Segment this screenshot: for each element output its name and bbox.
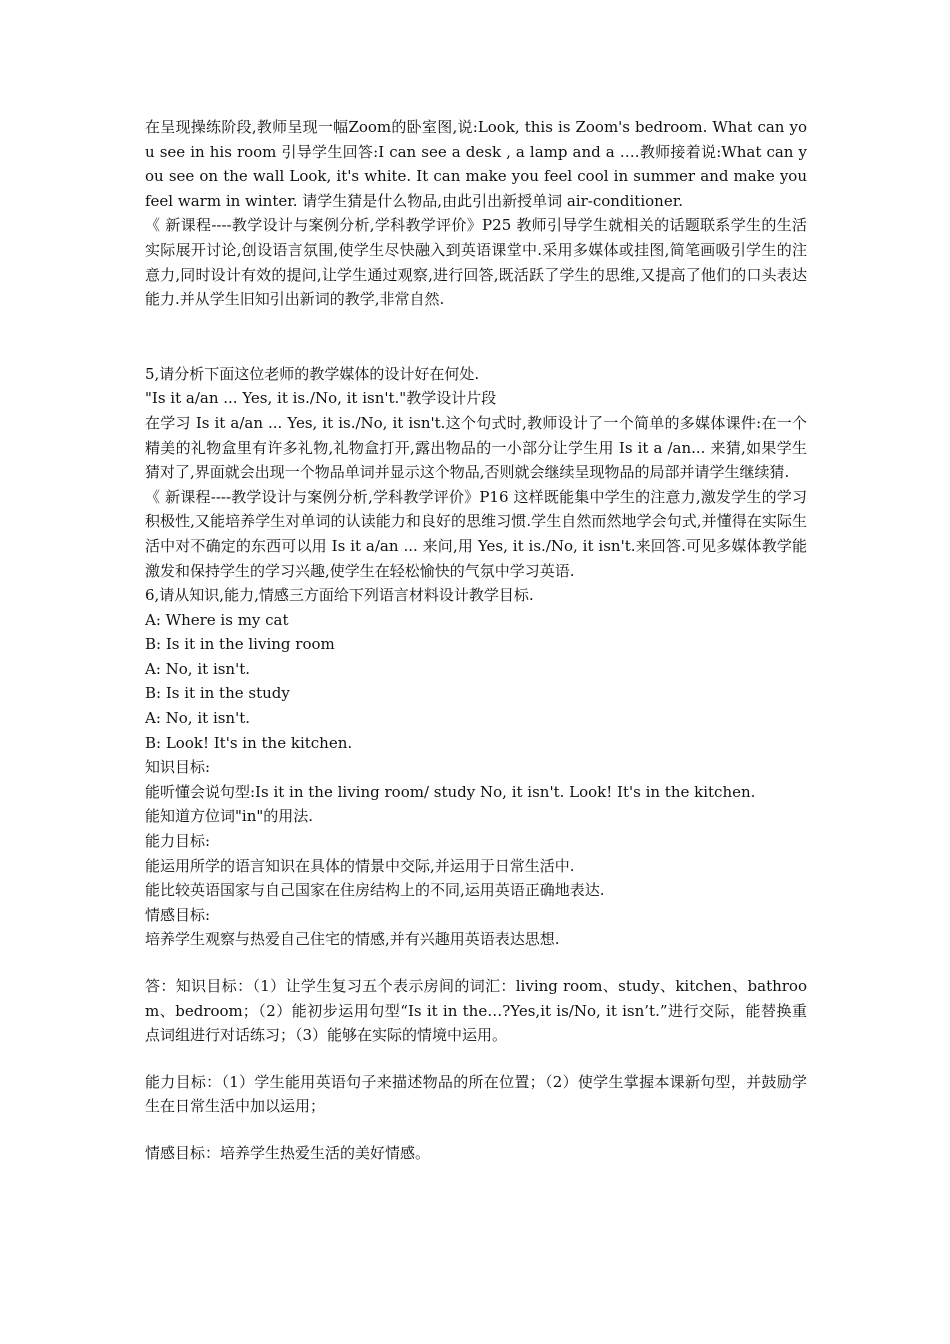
answer-emotion-goals: 情感目标：培养学生热爱生活的美好情感。	[145, 1143, 431, 1162]
question-6-heading: 6,请从知识,能力,情感三方面给下列语言材料设计教学目标.	[145, 586, 534, 605]
document-body	[145, 115, 807, 1166]
dialogue-line: B: Look! It's in the kitchen.	[145, 733, 353, 752]
dialogue-line: A: Where is my cat	[145, 610, 289, 629]
paragraph-analysis-p25: 《 新课程----教学设计与案例分析,学科教学评价》P25 教师引导学生就相关的话题联系学生的生活实际展开讨论,创设语言氛围,使学生尽快融入到英语课堂中.采用多媒体或挂图,简笔画吸引学生的注意力,同时设计有效的提问,让学生通过观察,进行回答,既活跃了学生的思维,又提高了他们的口头表达能力.并从学生旧知引出新词的教学,非常自然.	[145, 216, 807, 309]
dialogue-line: B: Is it in the living room	[145, 635, 335, 654]
emotion-goal-item: 培养学生观察与热爱自己住宅的情感,并有兴趣用英语表达思想.	[145, 930, 560, 949]
spacer	[145, 312, 807, 362]
spacer	[145, 1048, 807, 1070]
question-5-heading: 5,请分析下面这位老师的教学媒体的设计好在何处.	[145, 364, 480, 383]
answer-knowledge-goals: 答：知识目标：（1）让学生复习五个表示房间的词汇：living room、study、kitchen、bathroom、bedroom；（2）能初步运用句型“Is it in the…?Yes,it is/No, it isn’t.”进行交际，能替换重点词组进行对话练习；（3）能够在实际的情境中运用。	[145, 977, 807, 1045]
paragraph-presentation-practice: 在呈现操练阶段,教师呈现一幅Zoom的卧室图,说:Look, this is Zoom's bedroom. What can you see in his room 引导学生回答:I can see a desk , a lamp and a ….教师接着说:What can you see on the wall Look, it's white. It can make you feel cool in summer and make you feel warm in winter. 请学生猜是什么物品,由此引出新授单词 air-conditioner.	[145, 118, 807, 210]
dialogue-line: A: No, it isn't.	[145, 659, 251, 678]
ability-goal-heading: 能力目标:	[145, 832, 211, 851]
dialogue-line: B: Is it in the study	[145, 684, 290, 703]
knowledge-goal-item: 能知道方位词"in"的用法.	[145, 807, 314, 826]
answer-ability-goals: 能力目标：（1）学生能用英语句子来描述物品的所在位置；（2）使学生掌握本课新句型，并鼓励学生在日常生活中加以运用；	[145, 1072, 807, 1116]
paragraph-multimedia-design: 在学习 Is it a/an ... Yes, it is./No, it isn't.这个句式时,教师设计了一个简单的多媒体课件:在一个精美的礼物盒里有许多礼物,礼物盒打开,露出物品的一小部分让学生用 Is it a /an... 来猜,如果学生猜对了,界面就会出现一个物品单词并显示这个物品,否则就会继续呈现物品的局部并请学生继续猜.	[145, 413, 807, 482]
lesson-fragment-title: "Is it a/an ... Yes, it is./No, it isn't."教学设计片段	[145, 389, 497, 408]
spacer	[145, 1119, 807, 1141]
ability-goal-item: 能运用所学的语言知识在具体的情景中交际,并运用于日常生活中.	[145, 856, 575, 875]
dialogue-line: A: No, it isn't.	[145, 709, 251, 728]
ability-goal-item: 能比较英语国家与自己国家在住房结构上的不同,运用英语正确地表达.	[145, 881, 605, 900]
knowledge-goal-item: 能听懂会说句型:Is it in the living room/ study No, it isn't. Look! It's in the kitchen.	[145, 782, 756, 801]
knowledge-goal-heading: 知识目标:	[145, 758, 211, 777]
paragraph-analysis-p16: 《 新课程----教学设计与案例分析,学科教学评价》P16 这样既能集中学生的注意力,激发学生的学习积极性,又能培养学生对单词的认读能力和良好的思维习惯.学生自然而然地学会句式,并懂得在实际生活中对不确定的东西可以用 Is it a/an ... 来问,用 Yes, it is./No, it isn't.来回答.可见多媒体教学能激发和保持学生的学习兴趣,使学生在轻松愉快的气氛中学习英语.	[145, 487, 807, 580]
spacer	[145, 952, 807, 974]
emotion-goal-heading: 情感目标:	[145, 905, 211, 924]
